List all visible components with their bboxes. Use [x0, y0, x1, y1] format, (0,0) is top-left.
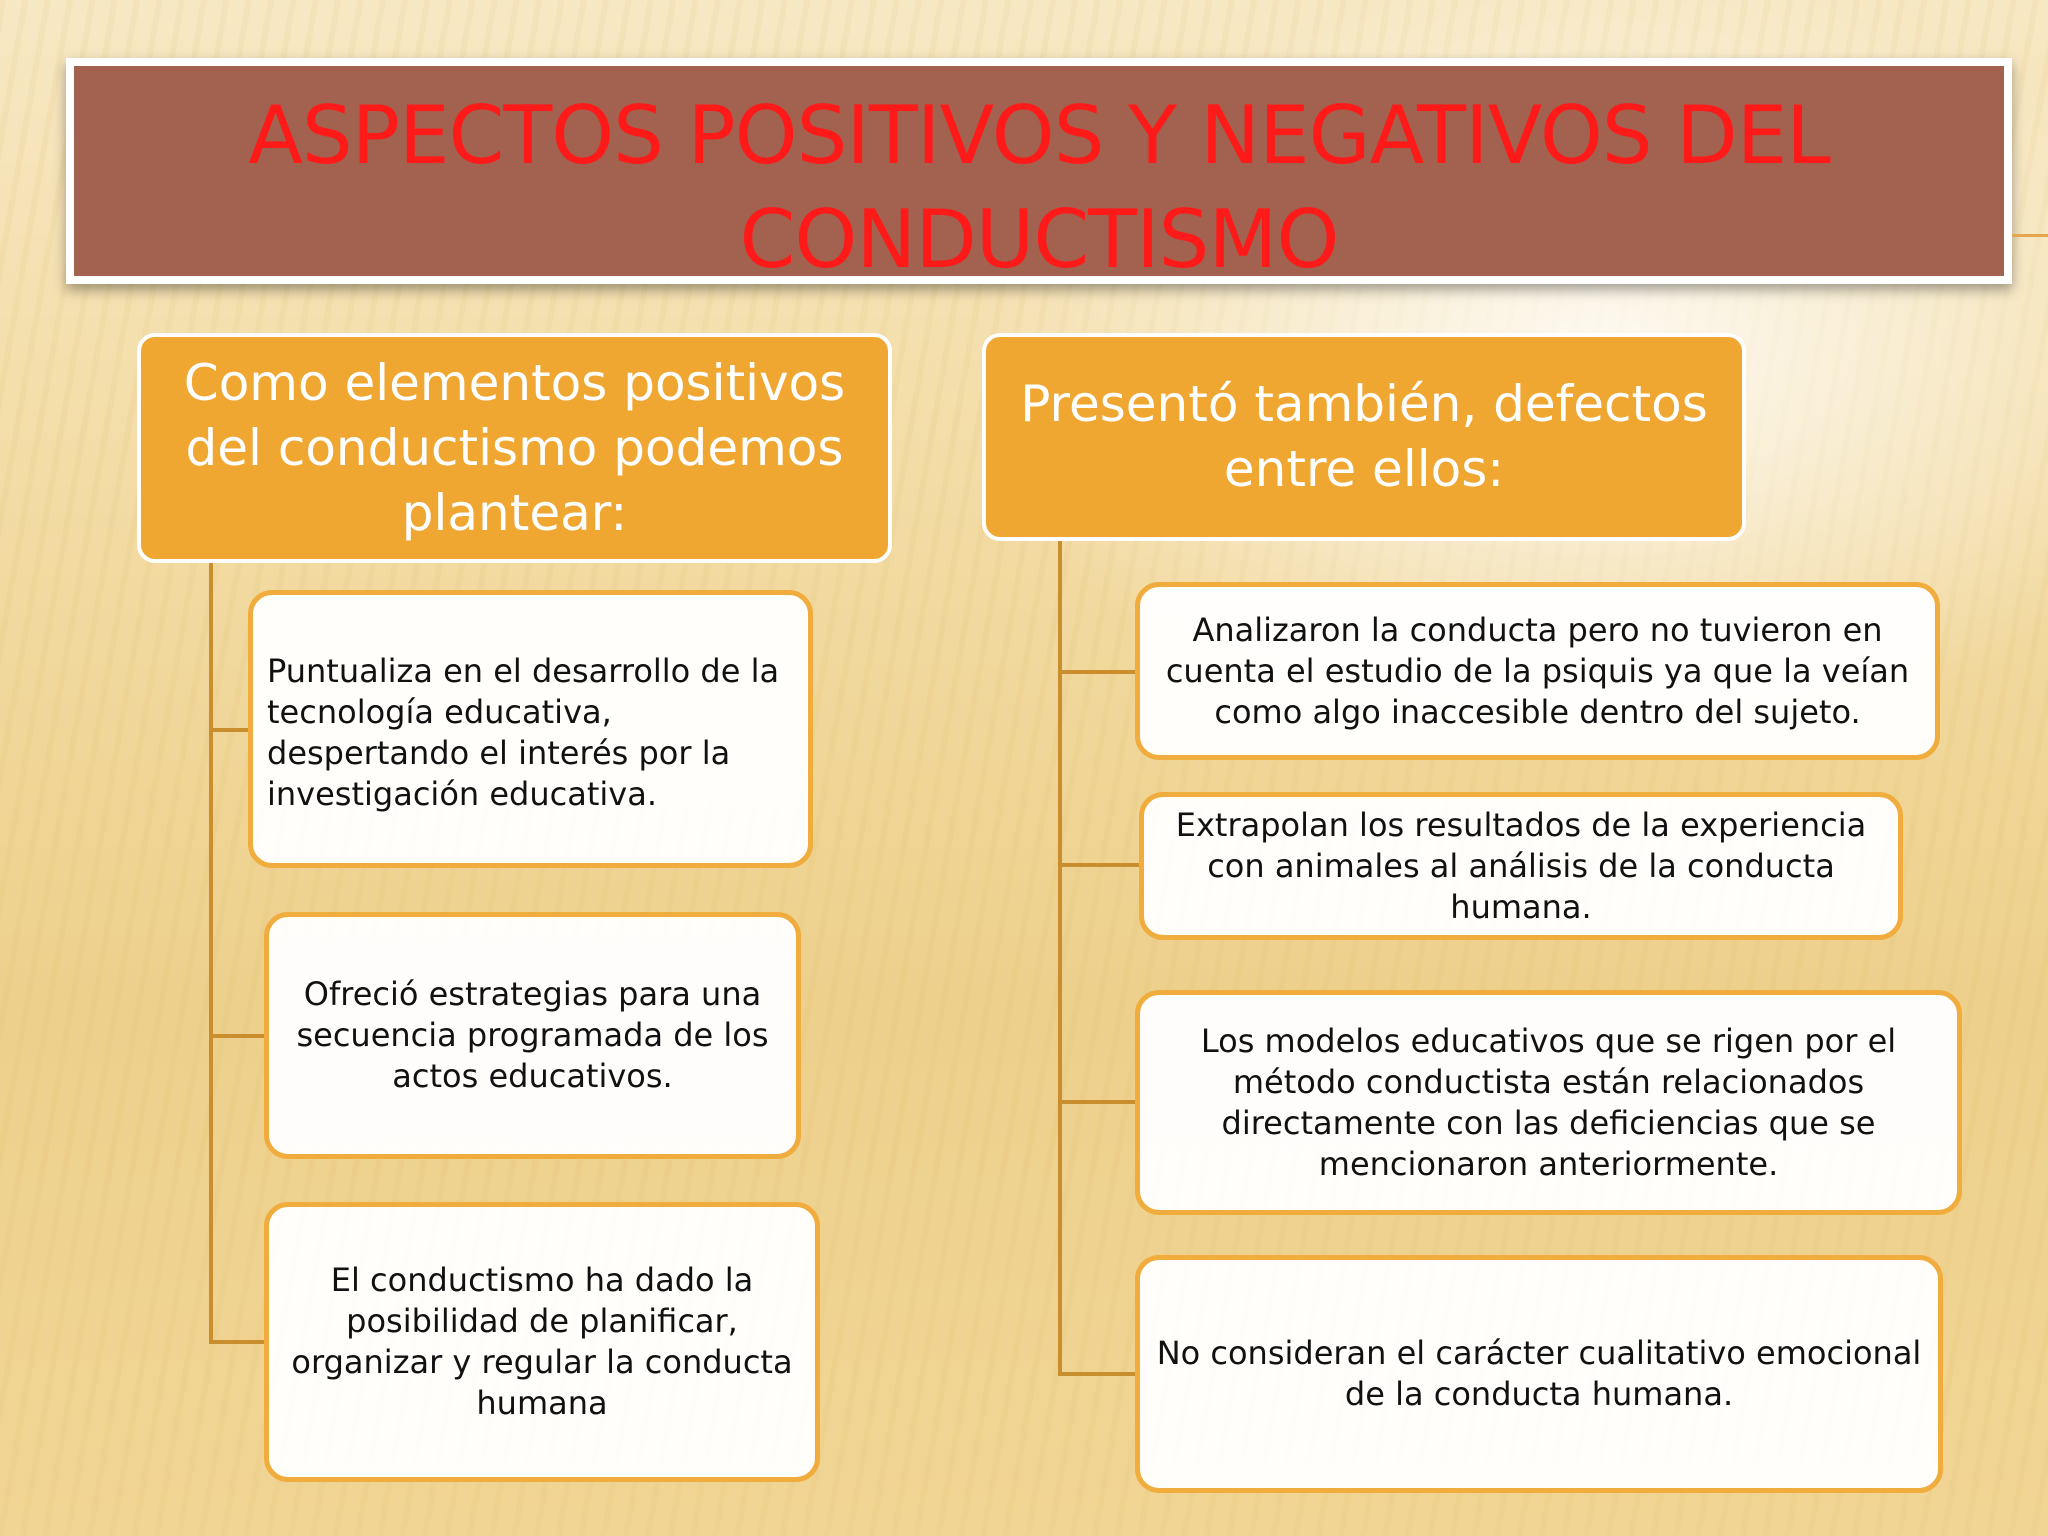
- negative-connector-branch-4: [1058, 1372, 1136, 1376]
- negative-header: [982, 333, 1746, 541]
- positive-item-1-text: Puntualiza en el desarrollo de la tecnología educativa, despertando el interés por la investigación educativa.: [267, 652, 780, 813]
- negative-connector-trunk: [1058, 541, 1062, 1376]
- positive-item-1: [248, 590, 813, 868]
- positive-connector-trunk: [209, 563, 213, 1343]
- negative-item-2: [1139, 792, 1903, 940]
- negative-item-3-text: Los modelos educativos que se rigen por el método conductista están relacionados directamente con las deficiencias que se mencionaron anteriormente.: [1200, 1021, 1897, 1183]
- positive-connector-branch-3: [209, 1340, 264, 1344]
- negative-item-1-text: Analizaron la conducta pero no tuvieron en cuenta el estudio de la psiquis ya que la veían como algo inaccesible dentro del sujeto.: [1165, 610, 1910, 731]
- positive-connector-branch-1: [209, 728, 249, 732]
- positive-header-text: Como elementos positivos del conductismo podemos plantear:: [183, 353, 846, 542]
- positive-item-3-text: El conductismo ha dado la posibilidad de planificar, organizar y regular la conducta humana: [291, 1261, 793, 1422]
- positive-header: [137, 333, 892, 563]
- positive-connector-branch-2: [209, 1034, 264, 1038]
- positive-item-2: [264, 912, 801, 1159]
- slide-title: ASPECTOS POSITIVOS Y NEGATIVOS DEL CONDUCTISMO: [248, 89, 1830, 286]
- negative-item-4: [1135, 1255, 1943, 1493]
- negative-item-3: [1135, 990, 1962, 1215]
- negative-header-text: Presentó también, defectos entre ellos:: [1020, 375, 1708, 498]
- negative-connector-branch-3: [1058, 1100, 1136, 1104]
- negative-connector-branch-2: [1058, 863, 1140, 867]
- title-band: [66, 58, 2012, 284]
- negative-item-2-text: Extrapolan los resultados de la experiencia con animales al análisis de la conducta humana.: [1175, 805, 1867, 926]
- title-accent-line: [2012, 234, 2048, 237]
- negative-connector-branch-1: [1058, 670, 1136, 674]
- negative-item-4-text: No consideran el carácter cualitativo emocional de la conducta humana.: [1156, 1334, 1922, 1413]
- positive-item-2-text: Ofreció estrategias para una secuencia programada de los actos educativos.: [296, 975, 769, 1095]
- negative-item-1: [1135, 582, 1940, 760]
- positive-item-3: [264, 1202, 820, 1482]
